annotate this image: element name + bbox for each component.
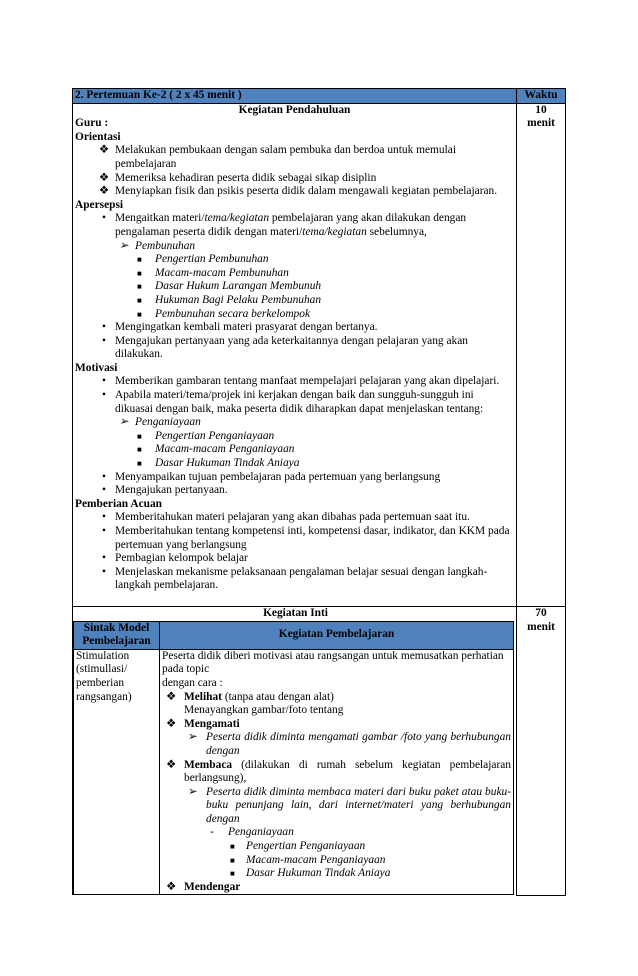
mendengar-item: ❖ Mendengar	[166, 880, 241, 893]
diamond-bullet-icon: ❖	[166, 880, 177, 893]
inti-time-value: 70	[535, 606, 547, 619]
subtopic-item: ■ Pengertian Penganiayaan	[137, 429, 275, 442]
dot-bullet-icon: •	[102, 321, 106, 334]
waktu-label: Waktu	[517, 89, 566, 104]
inti-topic: - Penganiayaan	[210, 826, 294, 839]
inti-cell	[73, 606, 517, 895]
acuan-item: • Memberitahukan tentang kompetensi inti, kompetensi dasar, indikator, dan KKM pada pertemuan yang berlangsung	[75, 525, 514, 552]
dot-bullet-icon: •	[102, 470, 106, 483]
subtopic-item: ■ Dasar Hukum Larangan Membunuh	[137, 280, 322, 293]
dot-bullet-icon: •	[102, 511, 106, 524]
apersepsi-item: • Mengingatkan kembali materi prasyarat dengan bertanya.	[75, 321, 514, 335]
dot-bullet-icon: •	[102, 484, 106, 497]
dot-bullet-icon: •	[102, 565, 106, 578]
motivasi-item: • Mengajukan pertanyaan.	[75, 484, 514, 498]
menayangkan-text: Menayangkan gambar/foto tentang	[184, 704, 344, 717]
inti-activity-table	[73, 621, 514, 896]
motivasi-item: • Menyampaikan tujuan pembelajaran pada pertemuan yang berlangsung	[75, 471, 514, 485]
square-bullet-icon: ■	[230, 842, 235, 852]
pendahuluan-time-value: 10	[535, 103, 547, 116]
pendahuluan-row	[73, 103, 566, 606]
acuan-title: Pemberian Acuan	[75, 497, 163, 510]
stage-name: Stimulation (stimullasi/ pemberian rangsangan)	[74, 649, 160, 895]
orientasi-item: ❖ Melakukan pembukaan dengan salam pembuka dan berdoa untuk memulai pembelajaran	[98, 144, 456, 170]
square-bullet-icon: ■	[137, 282, 142, 292]
inti-row	[73, 606, 566, 895]
inti-header-row	[74, 621, 514, 649]
subtopic-item: ■ Hukuman Bagi Pelaku Pembunuhan	[137, 293, 322, 306]
subtopic-item: ■ Pengertian Pembunuhan	[137, 253, 269, 266]
subtopic-item: ■ Dasar Hukuman Tindak Aniaya	[230, 867, 391, 880]
subtopic-item: ■ Macam-macam Pembunuhan	[137, 266, 289, 279]
membaca-item: ❖ Membaca (dilakukan di rumah sebelum kegiatan pembelajaran berlangsung),	[166, 758, 511, 785]
diamond-bullet-icon: ❖	[166, 690, 177, 703]
arrow-bullet-icon: ➢	[119, 416, 129, 429]
apersepsi-item: • Mengaitkan materi/tema/kegiatan pembelajaran yang akan dilakukan dengan pengalaman peserta didik dengan materi/tema/kegiatan sebelumnya,	[75, 212, 514, 239]
square-bullet-icon: ■	[137, 431, 142, 441]
dot-bullet-icon: •	[102, 334, 106, 347]
arrow-bullet-icon: ➢	[188, 731, 198, 744]
dot-bullet-icon: •	[102, 389, 106, 402]
acuan-item: • Memberitahukan materi pelajaran yang akan dibahas pada pertemuan saat itu.	[75, 511, 514, 525]
orientasi-item: ❖ Menyiapkan fisik dan psikis peserta didik dalam mengawali kegiatan pembelajaran.	[98, 185, 498, 198]
membaca-detail: ➢ Peserta didik diminta membaca materi dari buku paket atau buku-buku penunjang lain, dari internet/materi yang berhubungan dengan	[188, 785, 511, 825]
orientasi-title: Orientasi	[75, 130, 121, 143]
diamond-bullet-icon: ❖	[166, 758, 177, 771]
dengan-cara: dengan cara :	[162, 676, 223, 689]
pendahuluan-time	[517, 103, 566, 606]
arrow-bullet-icon: ➢	[188, 785, 198, 798]
arrow-bullet-icon: ➢	[119, 239, 129, 252]
diamond-bullet-icon: ❖	[98, 171, 110, 184]
apersepsi-topic: ➢ Pembunuhan	[119, 239, 196, 252]
mengamati-item: ❖ Mengamati	[166, 717, 240, 730]
inti-title: Kegiatan Inti	[263, 606, 328, 619]
subtopic-item: ■ Macam-macam Penganiayaan	[230, 853, 386, 866]
motivasi-item: • Apabila materi/tema/projek ini kerjakan dengan baik dan sungguh-sungguh ini dikuasai dengan baik, maka peserta didik diharapkan dapat menjelaskan tentang:	[75, 389, 514, 416]
dot-bullet-icon: •	[102, 552, 106, 565]
intro-text: Peserta didik diberi motivasi atau rangsangan untuk memusatkan perhatian pada topic	[162, 649, 504, 676]
square-bullet-icon: ■	[137, 268, 142, 278]
inti-time	[517, 606, 566, 895]
kegiatan-header: Kegiatan Pembelajaran	[160, 621, 514, 649]
square-bullet-icon: ■	[230, 869, 235, 879]
dot-bullet-icon: •	[102, 525, 106, 537]
acuan-item: • Menjelaskan mekanisme pelaksanaan pengalaman belajar sesuai dengan langkah-langkah pembelajaran.	[75, 566, 514, 593]
mengamati-detail: ➢ Peserta didik diminta mengamati gambar /foto yang berhubungan dengan	[188, 731, 511, 757]
square-bullet-icon: ■	[137, 459, 142, 469]
subtopic-item: ■ Macam-macam Penganiayaan	[137, 443, 295, 456]
pendahuluan-time-unit: menit	[527, 117, 555, 130]
motivasi-title: Motivasi	[75, 361, 118, 374]
header-row	[73, 89, 566, 104]
square-bullet-icon: ■	[230, 855, 235, 865]
square-bullet-icon: ■	[137, 309, 142, 319]
apersepsi-item: • Mengajukan pertanyaan yang ada keterkaitannya dengan pelajaran yang akan dilakukan.	[75, 335, 514, 362]
dot-bullet-icon: •	[102, 375, 106, 388]
stimulation-row	[74, 649, 514, 895]
diamond-bullet-icon: ❖	[98, 185, 110, 198]
pendahuluan-cell	[73, 103, 517, 606]
lesson-table	[72, 88, 566, 896]
diamond-bullet-icon: ❖	[98, 144, 110, 157]
stimulation-activity	[160, 649, 514, 895]
square-bullet-icon: ■	[137, 255, 142, 265]
square-bullet-icon: ■	[137, 295, 142, 305]
guru-label: Guru :	[75, 117, 109, 130]
motivasi-topic: ➢ Penganiayaan	[119, 416, 201, 429]
pendahuluan-title: Kegiatan Pendahuluan	[238, 103, 351, 116]
sintak-header: Sintak Model Pembelajaran	[74, 621, 160, 649]
melihat-item: ❖ Melihat (tanpa atau dengan alat)	[166, 690, 334, 703]
subtopic-item: ■ Pembunuhan secara berkelompok	[137, 307, 310, 320]
dash-bullet-icon: -	[210, 826, 214, 839]
subtopic-item: ■ Dasar Hukuman Tindak Aniaya	[137, 457, 300, 470]
apersepsi-title: Apersepsi	[75, 198, 124, 211]
dot-bullet-icon: •	[102, 212, 106, 225]
subtopic-item: ■ Pengertian Penganiayaan	[230, 840, 366, 853]
orientasi-item: ❖ Memeriksa kehadiran peserta didik sebagai sikap disiplin	[98, 171, 377, 184]
inti-time-unit: menit	[527, 620, 555, 633]
meeting-title: 2. Pertemuan Ke-2 ( 2 x 45 menit )	[73, 89, 517, 104]
diamond-bullet-icon: ❖	[166, 717, 177, 730]
lesson-plan-page	[72, 88, 565, 896]
acuan-item: • Pembagian kelompok belajar	[75, 552, 514, 566]
motivasi-item: • Memberikan gambaran tentang manfaat mempelajari pelajaran yang akan dipelajari.	[75, 375, 514, 389]
square-bullet-icon: ■	[137, 445, 142, 455]
